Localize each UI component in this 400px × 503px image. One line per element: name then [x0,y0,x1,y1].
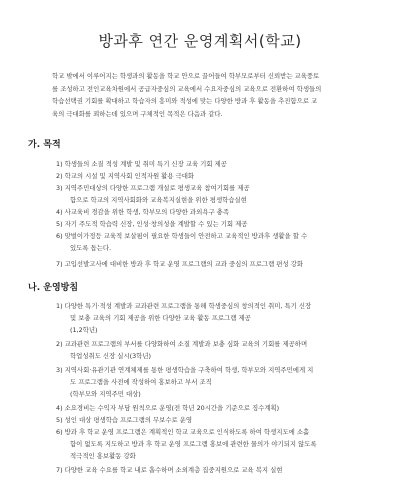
policy-item: 7) 다양한 교육 수요를 학교 내로 흡수하며 소외계층 집중지원으로 교육 복지 실현 [56,466,283,474]
intro-line: 학교 밖에서 이루어지는 학생과의 활동을 학교 안으로 끌어들여 학부모로부터 신뢰받는 교육풍토 [52,72,320,80]
policy-item: 1) 다양한 특기·적성 계발과 교과관련 프로그램을 통해 학생중심의 창의적인 취미, 특기 신장 [56,302,312,310]
policy-item-continued: 함이 없도록 지도하고 방과 후 학교 운영 프로그램 홍보에 관련한 물의가 야기되지 않도록 [70,440,317,448]
intro-line: 육의 극대화를 꾀하는데 있으며 구체적인 목적은 다음과 같다. [52,109,223,118]
policy-item-continued: (학부모와 지역주민 대상) [70,390,141,398]
intro-line: 를 조성하고 전인교육차원에서 공급자중심의 교육에서 수요자중심의 교육으로 전환하여 학생들의 [52,84,322,93]
intro-line: 학습선택권 기회를 확대하고 학습자의 흥미와 적성에 맞는 다양한 방과 후 활동을 추진함으로 교 [52,97,318,105]
purpose-item: 7) 고입선발고사에 대비한 방과 후 학교 운영 프로그램의 교과 중심의 프로그램 편성 강화 [56,260,304,268]
policy-item-continued: 및 보충 교육의 기회 제공을 위한 다양한 교육 활동 프로그램 제공 [70,314,251,322]
policy-item: 4) 소요경비는 수익자 부담 원칙으로 운영(전 학년 20시간을 기준으로 징수계획) [56,404,280,412]
section-heading-purpose: 가. 목적 [28,140,61,150]
policy-item-continued: 도 프로그램을 사전에 작성하여 홍보하고 부서 조직 [70,378,212,386]
policy-item: 5) 성인 대상 평생학습 프로그램의 무보수로 운영 [56,416,193,424]
purpose-item-continued: 있도록 돕는다. [70,244,112,252]
policy-item: 3) 지역사회·유관기관 연계체제를 통한 평생학습을 구축하여 학생, 학부모와 지역주민에게 지 [56,366,314,374]
policy-item: 6) 방과 후 학교 운영 프로그램은 계획적인 학교 교육으로 인식하도록 하여 학생지도에 소홀 [56,428,310,436]
purpose-item: 2) 학교의 시설 및 지역사회 인적자원 활용 극대화 [56,172,195,180]
section-heading-policy: 나. 운영방침 [28,283,79,293]
policy-item: 2) 교과관련 프로그램의 부서를 다양화하여 소질 계발과 보충 심화 교육의 기회를 제공하며 [56,340,308,348]
policy-item-continued: 적극적인 홍보활동 강화 [70,452,136,460]
intro-paragraph [52,70,352,120]
purpose-item: 6) 맞벌이가정등 교육적 보살핌이 필요한 학생들이 안전하고 교육적인 방과후 생활을 할 수 [56,232,308,240]
purpose-item: 5) 자기 주도적 학습력 신장, 인성·창의성을 계발할 수 있는 기회 제공 [56,220,248,228]
policy-item-continued: (1,2학년) [70,326,98,334]
purpose-item: 1) 학생들의 소질 적성 계발 및 취미 특기 신장 교육 기회 제공 [56,160,227,168]
purpose-item-continued: 함으로 학교의 지역사회화와 교육복지실현을 위한 평생학습실현 [70,196,247,204]
document-title: 방과후 연간 운영계획서(학교) [98,32,302,50]
purpose-item: 3) 지역주민대상의 다양한 프로그램 개설로 평생교육 참여기회를 제공 [56,184,250,192]
purpose-item: 4) 사교육비 경감을 위한 학생, 학부모의 다양한 과외욕구 충족 [56,208,230,216]
policy-item-continued: 학업성취도 신장 실시(3학년) [70,352,152,360]
